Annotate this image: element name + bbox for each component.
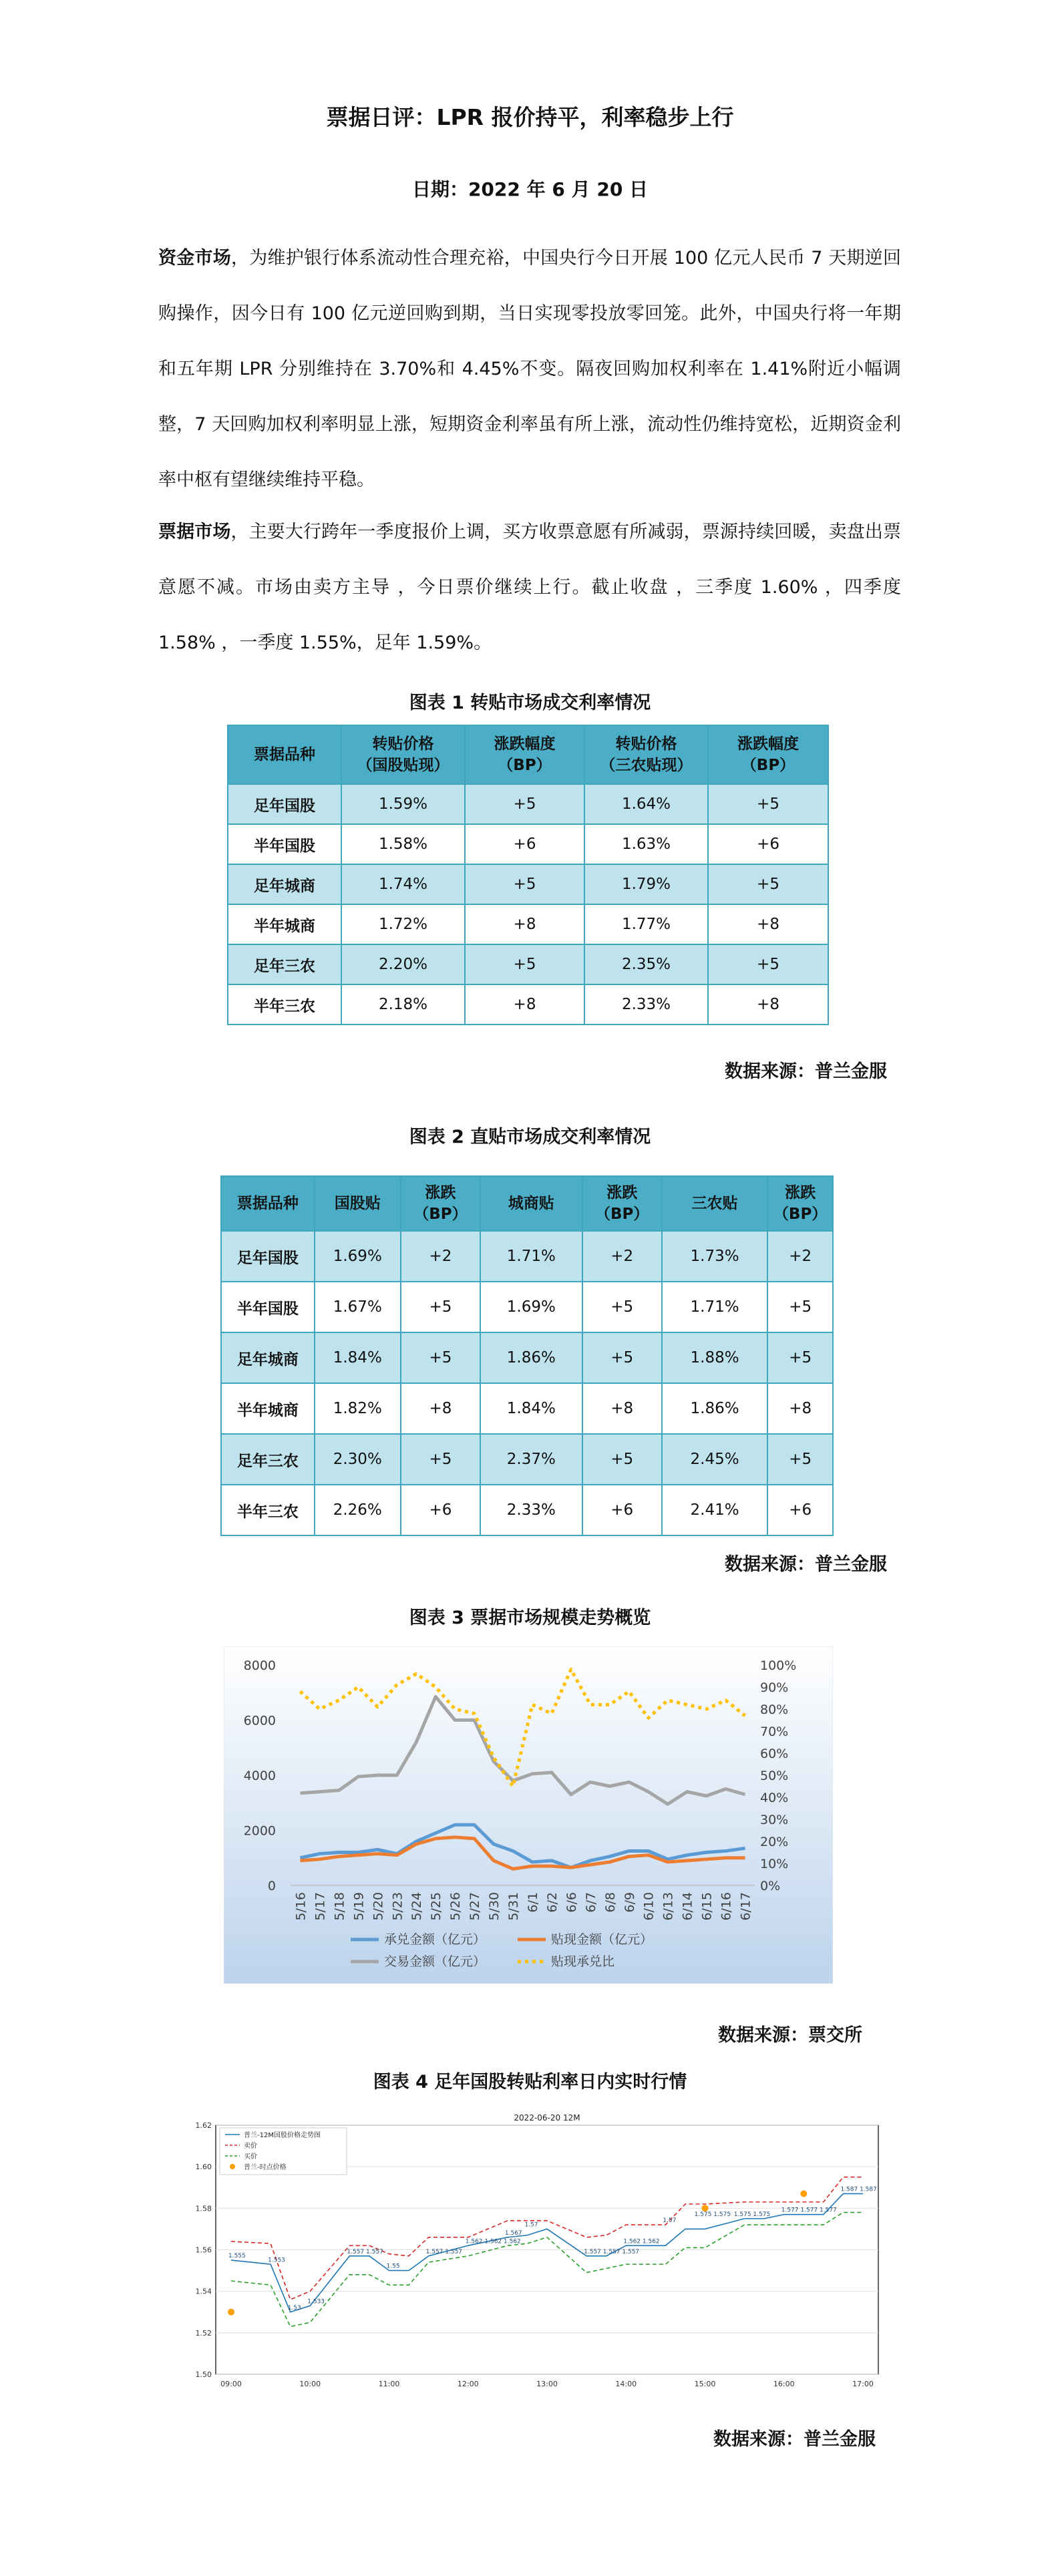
table-cell: +5 [401, 1282, 480, 1332]
table-cell: 1.88% [662, 1332, 767, 1383]
point-label: 1.557 1.557 [347, 2248, 383, 2255]
paragraph-body: ，主要大行跨年一季度报价上调，买方收票意愿有所减弱，票源持续回暖，卖盘出票意愿不减。市场由卖方主导 ，今日票价继续上行。截止收盘 ，三季度 1.60% ，四季度 1.58% ，一季度 1.55%，足年 1.59%。 [158, 522, 901, 653]
y-tick-label: 6000 [243, 1713, 276, 1728]
table-cell: 1.58% [341, 824, 465, 864]
legend-label: 买价 [244, 2153, 257, 2161]
column-header: 三农贴 [662, 1176, 767, 1231]
x-tick-label: 5/16 [293, 1892, 309, 1921]
table-cell: +5 [582, 1434, 662, 1485]
table-cell: +6 [465, 824, 584, 864]
y2-tick-label: 30% [760, 1813, 789, 1827]
figure3-chart [224, 1646, 833, 1984]
table-cell: 1.72% [341, 904, 465, 944]
table-cell: +5 [401, 1434, 480, 1485]
column-header: 涨跌 （BP） [582, 1176, 662, 1231]
y-tick-label: 1.54 [195, 2287, 212, 2296]
table-cell: 2.20% [341, 944, 465, 984]
x-tick-label: 13:00 [536, 2380, 558, 2388]
x-tick-label: 5/18 [332, 1892, 347, 1921]
table-cell: 1.71% [480, 1231, 582, 1282]
point-label: 1.575 1.575 [694, 2211, 731, 2218]
paragraph-bill-market [158, 504, 901, 671]
table-cell: +5 [767, 1282, 833, 1332]
x-tick-label: 6/2 [544, 1892, 560, 1913]
table-row [228, 944, 828, 984]
y-tick-label: 0 [267, 1879, 276, 1893]
x-tick-label: 6/1 [525, 1892, 540, 1913]
x-tick-label: 6/10 [641, 1892, 657, 1921]
table-cell: 2.33% [480, 1485, 582, 1535]
table-cell: 1.73% [662, 1231, 767, 1282]
figure4-chart [177, 2110, 892, 2398]
y-tick-label: 1.58 [195, 2204, 212, 2213]
table-cell: +5 [465, 784, 584, 824]
chart-title: 2022-06-20 12M [514, 2113, 580, 2123]
x-tick-label: 15:00 [694, 2380, 716, 2388]
x-tick-label: 6/13 [661, 1892, 676, 1921]
table-row [228, 824, 828, 864]
x-tick-label: 6/9 [622, 1892, 637, 1913]
column-header: 涨跌 （BP） [401, 1176, 480, 1231]
table-cell: +5 [767, 1434, 833, 1485]
legend-label: 卖价 [244, 2143, 257, 2150]
column-header: 涨跌幅度 （BP） [708, 725, 828, 784]
y2-tick-label: 70% [760, 1724, 789, 1739]
point-label: 1.55 [386, 2263, 400, 2270]
table-cell: 1.64% [584, 784, 708, 824]
y-tick-label: 1.56 [195, 2245, 212, 2255]
table1-rediscount-rates [227, 725, 829, 1025]
point-label: 1.553 [268, 2257, 285, 2264]
point-label: 1.557 1.557 [425, 2248, 463, 2255]
table-cell: +6 [401, 1485, 480, 1535]
point-label: 1.57 [663, 2217, 677, 2225]
x-tick-label: 5/23 [390, 1892, 405, 1921]
point-label: 1.557 1.557 1.557 [584, 2248, 640, 2255]
table-cell: 1.84% [480, 1383, 582, 1434]
table-cell: +5 [582, 1332, 662, 1383]
point-label: 1.567 [504, 2229, 522, 2237]
document-date: 日期：2022 年 6 月 20 日 [411, 178, 649, 200]
column-header: 票据品种 [228, 725, 341, 784]
paragraph-lead: 票据市场 [158, 522, 231, 542]
column-header: 国股贴 [315, 1176, 401, 1231]
table-cell: 2.26% [315, 1485, 401, 1535]
table-row [228, 784, 828, 824]
point-label: 1.57 [524, 2221, 538, 2229]
table-cell: +5 [708, 864, 828, 904]
legend-label: 贴现金额（亿元） [551, 1932, 653, 1947]
x-tick-label: 6/7 [583, 1892, 598, 1913]
x-tick-label: 10:00 [299, 2380, 321, 2388]
table-cell: 1.77% [584, 904, 708, 944]
legend-label: 普兰-12M国股价格走势图 [244, 2132, 321, 2139]
figure3-background [224, 1646, 833, 1984]
legend-label: 普兰-时点价格 [244, 2164, 287, 2171]
table-cell: +8 [708, 904, 828, 944]
x-tick-label: 11:00 [378, 2380, 400, 2388]
x-tick-label: 5/31 [506, 1892, 522, 1921]
table-cell: +5 [708, 944, 828, 984]
table1-caption: 图表 1 转贴市场成交利率情况 [409, 693, 651, 713]
x-tick-label: 5/27 [468, 1892, 483, 1921]
point-label: 1.533 [307, 2298, 325, 2306]
table-cell: 1.74% [341, 864, 465, 904]
table-cell: +2 [401, 1231, 480, 1282]
table-cell: 2.18% [341, 984, 465, 1025]
table-row [221, 1282, 833, 1332]
row-label: 足年城商 [228, 864, 341, 904]
x-tick-label: 5/17 [313, 1892, 328, 1921]
table-row [221, 1383, 833, 1434]
y2-tick-label: 20% [760, 1835, 789, 1849]
table-header-row [228, 725, 828, 784]
row-label: 半年三农 [228, 984, 341, 1025]
row-label: 半年国股 [221, 1282, 315, 1332]
table-row [221, 1485, 833, 1535]
y-tick-label: 1.52 [195, 2328, 212, 2338]
row-label: 足年三农 [221, 1434, 315, 1485]
x-tick-label: 14:00 [615, 2380, 637, 2388]
table-cell: 2.37% [480, 1434, 582, 1485]
table-row [228, 864, 828, 904]
y2-tick-label: 90% [760, 1680, 789, 1695]
spot-price-point [228, 2309, 234, 2316]
x-tick-label: 5/20 [371, 1892, 386, 1921]
column-header: 转贴价格 （国股贴现） [341, 725, 465, 784]
table-cell: +8 [708, 984, 828, 1025]
table-cell: +8 [582, 1383, 662, 1434]
y2-tick-label: 10% [760, 1857, 789, 1871]
spot-price-point [800, 2191, 807, 2197]
x-tick-label: 6/6 [564, 1892, 579, 1913]
column-header: 涨跌幅度 （BP） [465, 725, 584, 784]
table-cell: +5 [708, 784, 828, 824]
point-label: 1.562 1.562 [623, 2238, 660, 2245]
y-tick-label: 1.62 [195, 2121, 212, 2130]
table-cell: +6 [708, 824, 828, 864]
paragraph-lead: 资金市场 [158, 248, 231, 268]
point-label: 1.53 [287, 2304, 301, 2312]
x-tick-label: 6/14 [680, 1892, 695, 1921]
column-header: 票据品种 [221, 1176, 315, 1231]
table-row [228, 984, 828, 1025]
legend-label: 交易金额（亿元） [384, 1954, 486, 1969]
table-cell: 1.71% [662, 1282, 767, 1332]
table-cell: +8 [465, 984, 584, 1025]
table-cell: +8 [767, 1383, 833, 1434]
point-label: 1.587 1.587 [840, 2186, 877, 2193]
table-cell: +6 [582, 1485, 662, 1535]
row-label: 足年城商 [221, 1332, 315, 1383]
table-cell: +8 [465, 904, 584, 944]
figure4-source: 数据来源：普兰金服 [713, 2429, 876, 2450]
x-tick-label: 12:00 [457, 2380, 479, 2388]
table-cell: +5 [401, 1332, 480, 1383]
spot-price-point [702, 2205, 709, 2211]
table-cell: 2.33% [584, 984, 708, 1025]
table-cell: 1.86% [480, 1332, 582, 1383]
row-label: 足年国股 [221, 1231, 315, 1282]
y2-tick-label: 50% [760, 1769, 789, 1783]
x-tick-label: 5/19 [351, 1892, 367, 1921]
table-cell: 1.86% [662, 1383, 767, 1434]
figure4-caption: 图表 4 足年国股转贴利率日内实时行情 [373, 2072, 687, 2092]
point-label: 1.577 1.577 1.577 [781, 2207, 837, 2214]
y-tick-label: 8000 [243, 1658, 276, 1673]
table-cell: +2 [767, 1231, 833, 1282]
table-cell: +6 [767, 1485, 833, 1535]
legend-label: 贴现承兑比 [551, 1954, 615, 1969]
y2-tick-label: 40% [760, 1791, 789, 1805]
figure3-caption: 图表 3 票据市场规模走势概览 [409, 1608, 651, 1628]
y2-tick-label: 100% [760, 1658, 797, 1673]
x-tick-label: 6/16 [719, 1892, 734, 1921]
table-cell: 1.79% [584, 864, 708, 904]
table-cell: 2.41% [662, 1485, 767, 1535]
x-tick-label: 16:00 [773, 2380, 795, 2388]
table2-source: 数据来源：普兰金服 [725, 1554, 887, 1575]
row-label: 半年国股 [228, 824, 341, 864]
table-cell: +5 [767, 1332, 833, 1383]
x-tick-label: 5/30 [487, 1892, 502, 1921]
table-cell: 1.82% [315, 1383, 401, 1434]
row-label: 半年三农 [221, 1485, 315, 1535]
row-label: 足年国股 [228, 784, 341, 824]
figure3-source: 数据来源：票交所 [718, 2025, 862, 2046]
legend-swatch [230, 2164, 235, 2169]
point-label: 1.555 [228, 2253, 246, 2260]
table-header-row [221, 1176, 833, 1231]
y2-tick-label: 60% [760, 1746, 789, 1761]
table-cell: +5 [465, 944, 584, 984]
column-header: 涨跌 （BP） [767, 1176, 833, 1231]
column-header: 城商贴 [480, 1176, 582, 1231]
paragraph-body: ，为维护银行体系流动性合理充裕，中国央行今日开展 100 亿元人民币 7 天期逆回购操作，因今日有 100 亿元逆回购到期，当日实现零投放零回笼。此外，中国央行将一年期和五年期 LPR 分别维持在 3.70%和 4.45%不变。隔夜回购加权利率在 1.41%附近小幅调整，7 天回购加权利率明显上涨，短期资金利率虽有所上涨，流动性仍维持宽松，近期资金利率中枢有望继续维持平稳。 [158, 248, 901, 490]
y2-tick-label: 0% [760, 1879, 781, 1893]
x-tick-label: 17:00 [852, 2380, 874, 2388]
x-tick-label: 5/26 [448, 1892, 464, 1921]
document-title: 票据日评：LPR 报价持平，利率稳步上行 [326, 104, 734, 130]
x-tick-label: 6/8 [602, 1892, 618, 1913]
x-tick-label: 6/15 [699, 1892, 715, 1921]
table-cell: +8 [401, 1383, 480, 1434]
row-label: 半年城商 [228, 904, 341, 944]
table-cell: 2.30% [315, 1434, 401, 1485]
table-cell: +5 [582, 1282, 662, 1332]
x-tick-label: 6/17 [738, 1892, 753, 1921]
table-row [228, 904, 828, 944]
paragraph-money-market [158, 230, 901, 508]
row-label: 足年三农 [228, 944, 341, 984]
table-cell: 1.59% [341, 784, 465, 824]
table-cell: 2.35% [584, 944, 708, 984]
y-tick-label: 2000 [243, 1823, 276, 1839]
table1-source: 数据来源：普兰金服 [725, 1061, 887, 1082]
table-cell: 1.69% [480, 1282, 582, 1332]
table-row [221, 1231, 833, 1282]
table-row [221, 1332, 833, 1383]
table-cell: 1.63% [584, 824, 708, 864]
table-cell: 1.69% [315, 1231, 401, 1282]
x-tick-label: 5/24 [409, 1892, 425, 1921]
table2-caption: 图表 2 直贴市场成交利率情况 [409, 1127, 651, 1147]
x-tick-label: 5/25 [429, 1892, 444, 1921]
table-row [221, 1434, 833, 1485]
y2-tick-label: 80% [760, 1702, 789, 1717]
y-tick-label: 1.60 [195, 2163, 212, 2172]
point-label: 1.575 1.575 [733, 2211, 771, 2218]
point-label: 1.562 1.562 1.562 [465, 2238, 521, 2245]
table-cell: +2 [582, 1231, 662, 1282]
table-cell: 2.45% [662, 1434, 767, 1485]
column-header: 转贴价格 （三农贴现） [584, 725, 708, 784]
x-tick-label: 09:00 [220, 2380, 242, 2388]
legend-label: 承兑金额（亿元） [384, 1932, 486, 1947]
table-cell: +5 [465, 864, 584, 904]
y-tick-label: 1.50 [195, 2370, 212, 2379]
y-tick-label: 4000 [243, 1769, 276, 1783]
table-cell: 1.84% [315, 1332, 401, 1383]
table-cell: 1.67% [315, 1282, 401, 1332]
row-label: 半年城商 [221, 1383, 315, 1434]
table2-discount-rates [220, 1175, 834, 1536]
